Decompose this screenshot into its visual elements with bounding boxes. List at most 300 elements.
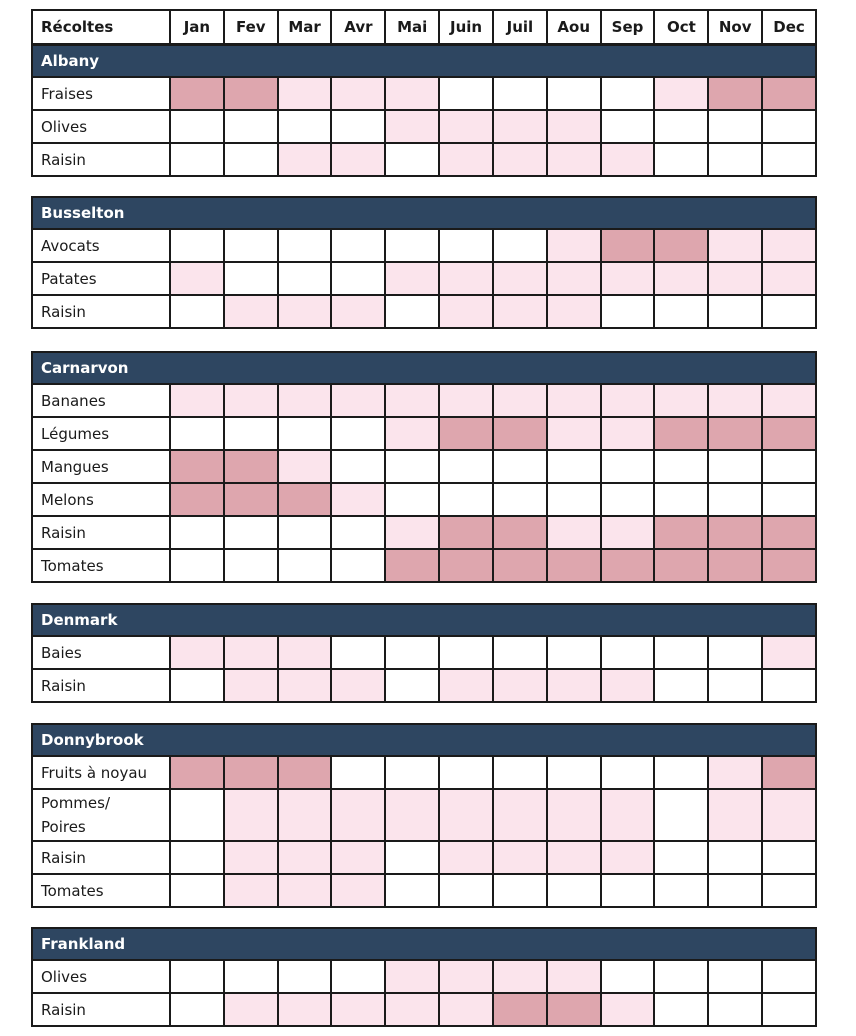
crop-label: Melons bbox=[32, 483, 170, 516]
season-cell-mar bbox=[278, 549, 332, 582]
season-cell-aou bbox=[547, 549, 601, 582]
season-cell-mar bbox=[278, 295, 332, 328]
header-month: Nov bbox=[708, 10, 762, 44]
season-cell-avr bbox=[331, 669, 385, 702]
season-cell-oct bbox=[654, 110, 708, 143]
season-cell-aou bbox=[547, 262, 601, 295]
season-cell-sep bbox=[601, 636, 655, 669]
season-cell-mar bbox=[278, 384, 332, 417]
season-cell-jan bbox=[170, 669, 224, 702]
season-cell-fev bbox=[224, 110, 278, 143]
season-cell-mai bbox=[385, 143, 439, 176]
season-cell-jan bbox=[170, 841, 224, 874]
season-cell-juil bbox=[493, 143, 547, 176]
season-cell-mai bbox=[385, 549, 439, 582]
season-cell-avr bbox=[331, 874, 385, 907]
season-cell-oct bbox=[654, 483, 708, 516]
season-cell-juin bbox=[439, 756, 493, 789]
season-cell-mar bbox=[278, 516, 332, 549]
season-cell-jan bbox=[170, 229, 224, 262]
season-cell-jan bbox=[170, 77, 224, 110]
season-cell-oct bbox=[654, 262, 708, 295]
crop-label: Raisin bbox=[32, 841, 170, 874]
season-cell-juin bbox=[439, 262, 493, 295]
season-cell-fev bbox=[224, 229, 278, 262]
crop-label: Raisin bbox=[32, 993, 170, 1026]
season-cell-mar bbox=[278, 993, 332, 1026]
season-cell-dec bbox=[762, 384, 816, 417]
season-cell-avr bbox=[331, 756, 385, 789]
season-cell-nov bbox=[708, 450, 762, 483]
season-cell-nov bbox=[708, 756, 762, 789]
season-cell-oct bbox=[654, 549, 708, 582]
section-title-row bbox=[32, 928, 816, 960]
season-cell-sep bbox=[601, 295, 655, 328]
season-cell-jan bbox=[170, 549, 224, 582]
crop-label: Olives bbox=[32, 110, 170, 143]
section-title: Carnarvon bbox=[32, 352, 816, 384]
season-cell-mar bbox=[278, 789, 332, 841]
header-month: Juin bbox=[439, 10, 493, 44]
season-cell-fev bbox=[224, 960, 278, 993]
season-cell-mai bbox=[385, 993, 439, 1026]
crop-row bbox=[32, 756, 816, 789]
season-cell-juin bbox=[439, 110, 493, 143]
season-cell-mar bbox=[278, 77, 332, 110]
season-cell-jan bbox=[170, 960, 224, 993]
crop-row bbox=[32, 229, 816, 262]
season-cell-jan bbox=[170, 874, 224, 907]
season-cell-fev bbox=[224, 417, 278, 450]
season-cell-dec bbox=[762, 841, 816, 874]
season-cell-mai bbox=[385, 384, 439, 417]
season-cell-juil bbox=[493, 669, 547, 702]
crop-row bbox=[32, 450, 816, 483]
season-cell-oct bbox=[654, 77, 708, 110]
section-title-row bbox=[32, 724, 816, 756]
season-cell-fev bbox=[224, 789, 278, 841]
season-cell-jan bbox=[170, 110, 224, 143]
section-title-row bbox=[32, 352, 816, 384]
season-cell-mar bbox=[278, 756, 332, 789]
season-cell-nov bbox=[708, 993, 762, 1026]
header-month: Aou bbox=[547, 10, 601, 44]
season-cell-jan bbox=[170, 262, 224, 295]
season-cell-sep bbox=[601, 110, 655, 143]
season-cell-sep bbox=[601, 874, 655, 907]
season-cell-avr bbox=[331, 295, 385, 328]
season-cell-sep bbox=[601, 77, 655, 110]
season-cell-aou bbox=[547, 229, 601, 262]
season-cell-jan bbox=[170, 789, 224, 841]
season-cell-dec bbox=[762, 295, 816, 328]
season-cell-avr bbox=[331, 110, 385, 143]
season-cell-mar bbox=[278, 841, 332, 874]
season-cell-fev bbox=[224, 450, 278, 483]
crop-row bbox=[32, 789, 816, 841]
section-title-row bbox=[32, 197, 816, 229]
season-cell-fev bbox=[224, 993, 278, 1026]
season-cell-dec bbox=[762, 789, 816, 841]
season-cell-mar bbox=[278, 874, 332, 907]
header-month: Jan bbox=[170, 10, 224, 44]
header-month: Sep bbox=[601, 10, 655, 44]
season-cell-mar bbox=[278, 262, 332, 295]
season-cell-sep bbox=[601, 756, 655, 789]
season-cell-oct bbox=[654, 636, 708, 669]
season-cell-juil bbox=[493, 993, 547, 1026]
season-cell-sep bbox=[601, 549, 655, 582]
season-cell-mai bbox=[385, 756, 439, 789]
season-cell-avr bbox=[331, 262, 385, 295]
season-cell-fev bbox=[224, 384, 278, 417]
crop-row bbox=[32, 483, 816, 516]
season-cell-aou bbox=[547, 110, 601, 143]
season-cell-sep bbox=[601, 262, 655, 295]
season-cell-mai bbox=[385, 516, 439, 549]
season-cell-fev bbox=[224, 669, 278, 702]
season-cell-aou bbox=[547, 450, 601, 483]
season-cell-avr bbox=[331, 841, 385, 874]
season-cell-jan bbox=[170, 417, 224, 450]
season-cell-aou bbox=[547, 384, 601, 417]
season-cell-mai bbox=[385, 229, 439, 262]
season-cell-juin bbox=[439, 516, 493, 549]
section-albany bbox=[31, 44, 817, 177]
season-cell-nov bbox=[708, 516, 762, 549]
season-cell-mai bbox=[385, 636, 439, 669]
crop-row bbox=[32, 993, 816, 1026]
season-cell-juin bbox=[439, 417, 493, 450]
crop-row bbox=[32, 874, 816, 907]
season-cell-oct bbox=[654, 384, 708, 417]
season-cell-nov bbox=[708, 874, 762, 907]
section-title: Albany bbox=[32, 45, 816, 77]
section-frankland bbox=[31, 927, 817, 1027]
crop-label: Tomates bbox=[32, 549, 170, 582]
season-cell-sep bbox=[601, 993, 655, 1026]
season-cell-mar bbox=[278, 110, 332, 143]
season-cell-fev bbox=[224, 549, 278, 582]
header-row bbox=[32, 10, 816, 44]
season-cell-sep bbox=[601, 450, 655, 483]
season-cell-nov bbox=[708, 229, 762, 262]
season-cell-nov bbox=[708, 636, 762, 669]
season-cell-fev bbox=[224, 77, 278, 110]
crop-label: Tomates bbox=[32, 874, 170, 907]
crop-label: Légumes bbox=[32, 417, 170, 450]
season-cell-aou bbox=[547, 636, 601, 669]
season-cell-sep bbox=[601, 669, 655, 702]
season-cell-mar bbox=[278, 636, 332, 669]
season-cell-juin bbox=[439, 295, 493, 328]
season-cell-juil bbox=[493, 549, 547, 582]
season-cell-juin bbox=[439, 993, 493, 1026]
header-month: Mar bbox=[278, 10, 332, 44]
season-cell-jan bbox=[170, 483, 224, 516]
season-cell-oct bbox=[654, 960, 708, 993]
season-cell-juil bbox=[493, 756, 547, 789]
season-cell-mai bbox=[385, 110, 439, 143]
season-cell-avr bbox=[331, 636, 385, 669]
season-cell-mai bbox=[385, 77, 439, 110]
crop-label: Raisin bbox=[32, 516, 170, 549]
season-cell-juil bbox=[493, 960, 547, 993]
season-cell-oct bbox=[654, 143, 708, 176]
season-cell-avr bbox=[331, 789, 385, 841]
season-cell-dec bbox=[762, 636, 816, 669]
season-cell-juil bbox=[493, 384, 547, 417]
crop-row bbox=[32, 960, 816, 993]
season-cell-dec bbox=[762, 229, 816, 262]
season-cell-aou bbox=[547, 993, 601, 1026]
season-cell-mar bbox=[278, 143, 332, 176]
section-title: Busselton bbox=[32, 197, 816, 229]
season-cell-fev bbox=[224, 143, 278, 176]
season-cell-fev bbox=[224, 756, 278, 789]
season-cell-juin bbox=[439, 549, 493, 582]
season-cell-juil bbox=[493, 229, 547, 262]
crop-row bbox=[32, 295, 816, 328]
crop-row bbox=[32, 143, 816, 176]
section-title: Denmark bbox=[32, 604, 816, 636]
season-cell-juin bbox=[439, 669, 493, 702]
season-cell-nov bbox=[708, 143, 762, 176]
season-cell-oct bbox=[654, 295, 708, 328]
crop-label: Fruits à noyau bbox=[32, 756, 170, 789]
season-cell-fev bbox=[224, 483, 278, 516]
season-cell-avr bbox=[331, 450, 385, 483]
season-cell-dec bbox=[762, 417, 816, 450]
season-cell-aou bbox=[547, 516, 601, 549]
crop-row bbox=[32, 77, 816, 110]
season-cell-sep bbox=[601, 960, 655, 993]
season-cell-dec bbox=[762, 450, 816, 483]
season-cell-juin bbox=[439, 483, 493, 516]
season-cell-mai bbox=[385, 789, 439, 841]
season-cell-juil bbox=[493, 516, 547, 549]
season-cell-juil bbox=[493, 450, 547, 483]
season-cell-juil bbox=[493, 295, 547, 328]
crop-label: Patates bbox=[32, 262, 170, 295]
season-cell-oct bbox=[654, 516, 708, 549]
season-cell-mar bbox=[278, 229, 332, 262]
season-cell-oct bbox=[654, 417, 708, 450]
section-title: Donnybrook bbox=[32, 724, 816, 756]
season-cell-jan bbox=[170, 756, 224, 789]
season-cell-mai bbox=[385, 874, 439, 907]
crop-row bbox=[32, 262, 816, 295]
season-cell-mai bbox=[385, 841, 439, 874]
crop-label: Fraises bbox=[32, 77, 170, 110]
season-cell-sep bbox=[601, 229, 655, 262]
season-cell-jan bbox=[170, 636, 224, 669]
season-cell-oct bbox=[654, 229, 708, 262]
season-cell-sep bbox=[601, 143, 655, 176]
season-cell-jan bbox=[170, 384, 224, 417]
season-cell-juil bbox=[493, 262, 547, 295]
season-cell-juin bbox=[439, 77, 493, 110]
season-cell-juil bbox=[493, 417, 547, 450]
season-cell-juil bbox=[493, 110, 547, 143]
season-cell-juin bbox=[439, 789, 493, 841]
season-cell-dec bbox=[762, 516, 816, 549]
season-cell-dec bbox=[762, 960, 816, 993]
season-cell-dec bbox=[762, 549, 816, 582]
season-cell-dec bbox=[762, 669, 816, 702]
season-cell-aou bbox=[547, 789, 601, 841]
season-cell-juil bbox=[493, 77, 547, 110]
season-cell-jan bbox=[170, 993, 224, 1026]
season-cell-aou bbox=[547, 295, 601, 328]
season-cell-juin bbox=[439, 229, 493, 262]
season-cell-sep bbox=[601, 789, 655, 841]
season-cell-oct bbox=[654, 874, 708, 907]
header-table bbox=[31, 9, 817, 45]
season-cell-jan bbox=[170, 143, 224, 176]
season-cell-avr bbox=[331, 417, 385, 450]
season-cell-sep bbox=[601, 384, 655, 417]
season-cell-dec bbox=[762, 483, 816, 516]
header-month: Avr bbox=[331, 10, 385, 44]
season-cell-fev bbox=[224, 262, 278, 295]
season-cell-jan bbox=[170, 295, 224, 328]
season-cell-juin bbox=[439, 450, 493, 483]
season-cell-juil bbox=[493, 874, 547, 907]
season-cell-oct bbox=[654, 789, 708, 841]
crop-label: Raisin bbox=[32, 143, 170, 176]
season-cell-fev bbox=[224, 516, 278, 549]
crop-label: Mangues bbox=[32, 450, 170, 483]
season-cell-dec bbox=[762, 110, 816, 143]
season-cell-nov bbox=[708, 669, 762, 702]
header-month: Dec bbox=[762, 10, 816, 44]
season-cell-juil bbox=[493, 483, 547, 516]
season-cell-mar bbox=[278, 483, 332, 516]
season-cell-sep bbox=[601, 516, 655, 549]
season-cell-nov bbox=[708, 960, 762, 993]
crop-label: Raisin bbox=[32, 295, 170, 328]
season-cell-avr bbox=[331, 229, 385, 262]
season-cell-nov bbox=[708, 384, 762, 417]
crop-row bbox=[32, 384, 816, 417]
season-cell-juin bbox=[439, 143, 493, 176]
season-cell-mar bbox=[278, 960, 332, 993]
season-cell-aou bbox=[547, 77, 601, 110]
season-cell-nov bbox=[708, 549, 762, 582]
season-cell-nov bbox=[708, 262, 762, 295]
season-cell-avr bbox=[331, 77, 385, 110]
season-cell-avr bbox=[331, 483, 385, 516]
season-cell-aou bbox=[547, 483, 601, 516]
section-busselton bbox=[31, 196, 817, 329]
season-cell-dec bbox=[762, 756, 816, 789]
season-cell-dec bbox=[762, 77, 816, 110]
crop-label: Raisin bbox=[32, 669, 170, 702]
header-recoltes: Récoltes bbox=[32, 10, 170, 44]
season-cell-mai bbox=[385, 450, 439, 483]
crop-row bbox=[32, 841, 816, 874]
season-cell-sep bbox=[601, 483, 655, 516]
season-cell-mar bbox=[278, 669, 332, 702]
section-title-row bbox=[32, 45, 816, 77]
season-cell-dec bbox=[762, 993, 816, 1026]
season-cell-nov bbox=[708, 110, 762, 143]
season-cell-fev bbox=[224, 874, 278, 907]
season-cell-mai bbox=[385, 669, 439, 702]
season-cell-aou bbox=[547, 143, 601, 176]
crop-label: Avocats bbox=[32, 229, 170, 262]
season-cell-nov bbox=[708, 77, 762, 110]
season-cell-jan bbox=[170, 450, 224, 483]
crop-row bbox=[32, 110, 816, 143]
season-cell-fev bbox=[224, 841, 278, 874]
season-cell-nov bbox=[708, 789, 762, 841]
season-cell-mai bbox=[385, 295, 439, 328]
season-cell-sep bbox=[601, 841, 655, 874]
section-denmark bbox=[31, 603, 817, 703]
section-title-row bbox=[32, 604, 816, 636]
season-cell-avr bbox=[331, 960, 385, 993]
season-cell-avr bbox=[331, 549, 385, 582]
season-cell-mar bbox=[278, 417, 332, 450]
season-cell-mai bbox=[385, 262, 439, 295]
season-cell-mar bbox=[278, 450, 332, 483]
crop-label: Pommes/ Poires bbox=[32, 789, 170, 841]
crop-label: Bananes bbox=[32, 384, 170, 417]
season-cell-juil bbox=[493, 636, 547, 669]
season-cell-juil bbox=[493, 841, 547, 874]
season-cell-aou bbox=[547, 841, 601, 874]
crop-row bbox=[32, 549, 816, 582]
season-cell-dec bbox=[762, 262, 816, 295]
crop-row bbox=[32, 417, 816, 450]
season-cell-avr bbox=[331, 516, 385, 549]
season-cell-aou bbox=[547, 669, 601, 702]
season-cell-nov bbox=[708, 295, 762, 328]
header-month: Fev bbox=[224, 10, 278, 44]
season-cell-oct bbox=[654, 756, 708, 789]
crop-row bbox=[32, 669, 816, 702]
season-cell-juin bbox=[439, 874, 493, 907]
season-cell-juin bbox=[439, 384, 493, 417]
season-cell-avr bbox=[331, 384, 385, 417]
season-cell-avr bbox=[331, 993, 385, 1026]
season-cell-sep bbox=[601, 417, 655, 450]
crop-label: Olives bbox=[32, 960, 170, 993]
season-cell-oct bbox=[654, 450, 708, 483]
season-cell-juin bbox=[439, 960, 493, 993]
season-cell-nov bbox=[708, 483, 762, 516]
season-cell-juin bbox=[439, 841, 493, 874]
season-cell-nov bbox=[708, 841, 762, 874]
season-cell-avr bbox=[331, 143, 385, 176]
season-cell-oct bbox=[654, 669, 708, 702]
season-cell-mai bbox=[385, 960, 439, 993]
season-cell-aou bbox=[547, 756, 601, 789]
section-carnarvon bbox=[31, 351, 817, 583]
season-cell-aou bbox=[547, 960, 601, 993]
section-donnybrook bbox=[31, 723, 817, 908]
crop-label: Baies bbox=[32, 636, 170, 669]
season-cell-mai bbox=[385, 483, 439, 516]
season-cell-nov bbox=[708, 417, 762, 450]
crop-row bbox=[32, 516, 816, 549]
season-cell-fev bbox=[224, 636, 278, 669]
season-cell-oct bbox=[654, 841, 708, 874]
season-cell-juil bbox=[493, 789, 547, 841]
header-month: Mai bbox=[385, 10, 439, 44]
